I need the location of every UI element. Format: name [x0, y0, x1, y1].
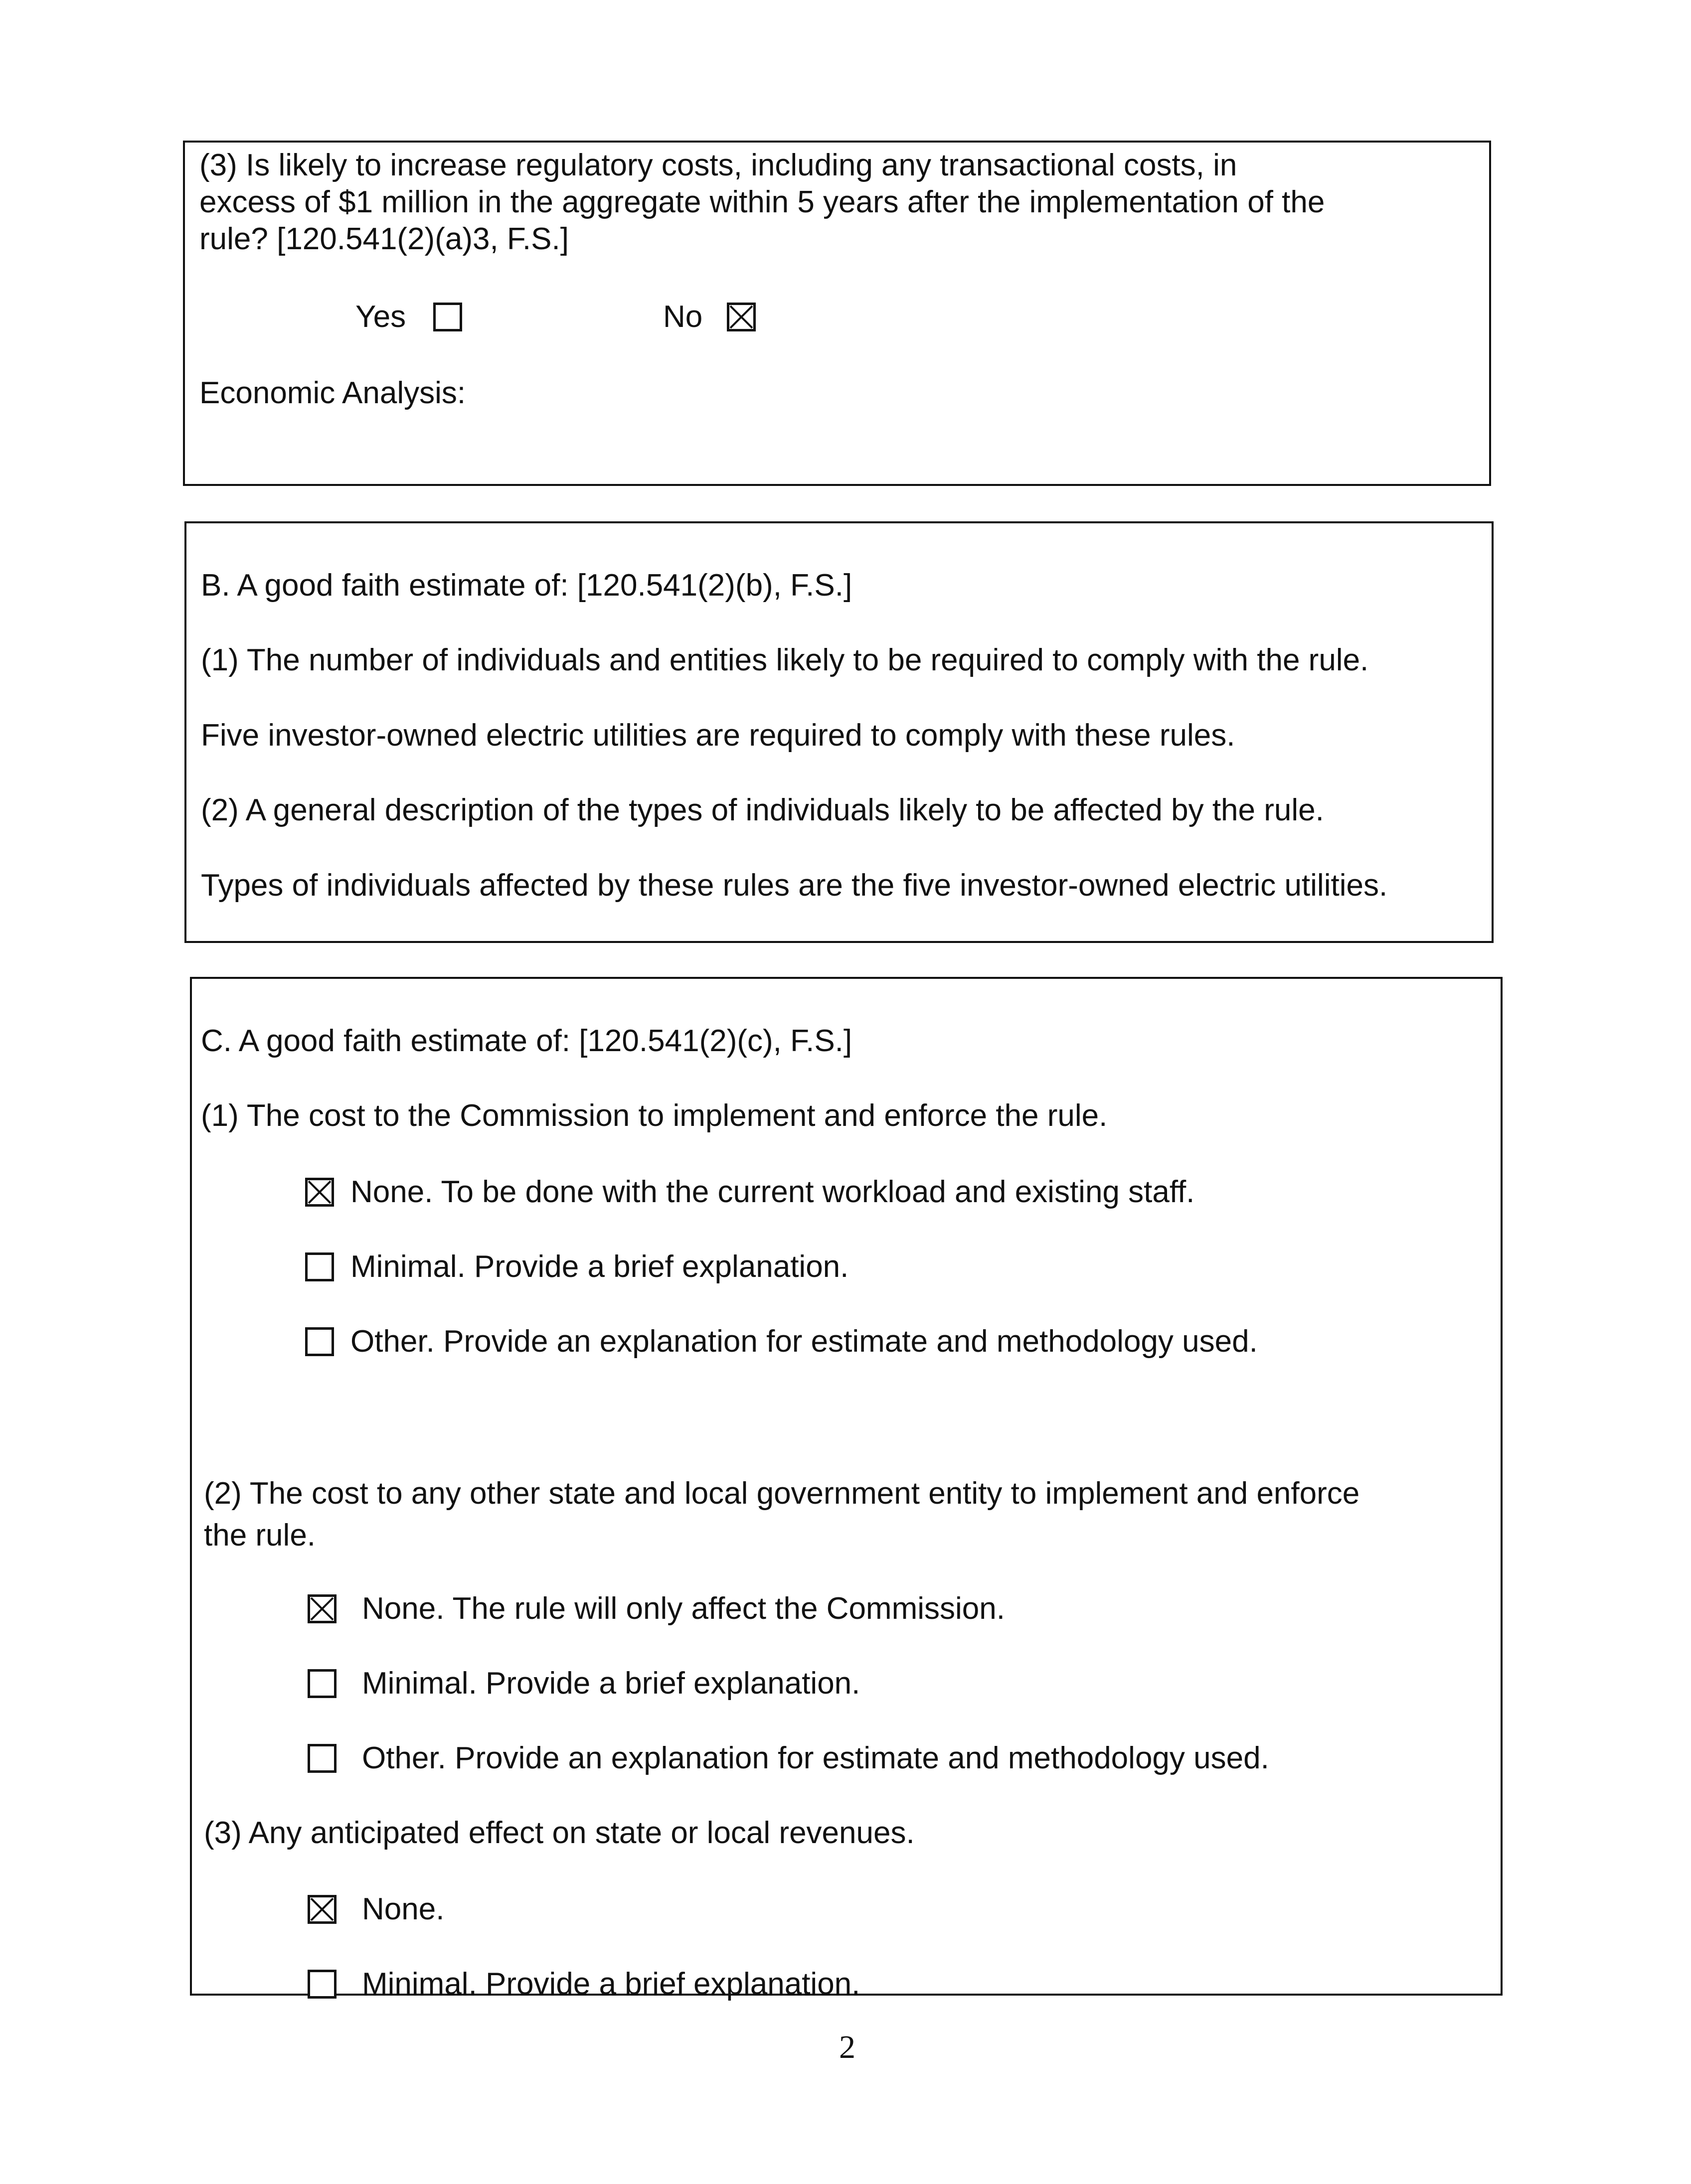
question-3-line-1: (3) Is likely to increase regulatory costs, including any transactional costs, in [199, 148, 1237, 182]
section-b-answer-1: Five investor-owned electric utilities are required to comply with these rules. [201, 718, 1235, 753]
no-checkbox[interactable] [727, 303, 756, 331]
c1-other-checkbox[interactable] [305, 1327, 334, 1356]
c1-minimal-checkbox[interactable] [305, 1252, 334, 1281]
c3-minimal-label: Minimal. Provide a brief explanation. [362, 1967, 860, 2001]
section-c-heading: C. A good faith estimate of: [120.541(2)(c), F.S.] [201, 1024, 852, 1058]
section-c-question-2-line-2: the rule. [204, 1518, 316, 1553]
c2-none-label: None. The rule will only affect the Commission. [362, 1591, 1005, 1626]
check-x-icon [308, 1180, 332, 1204]
c1-minimal-label: Minimal. Provide a brief explanation. [350, 1249, 849, 1284]
no-label: No [663, 300, 703, 334]
c2-minimal-label: Minimal. Provide a brief explanation. [362, 1666, 860, 1701]
c3-minimal-checkbox[interactable] [308, 1970, 337, 1999]
c1-other-label: Other. Provide an explanation for estimate and methodology used. [350, 1324, 1258, 1359]
c1-none-label: None. To be done with the current workload and existing staff. [350, 1175, 1195, 1209]
c1-none-checkbox[interactable] [305, 1178, 334, 1207]
question-3-line-2: excess of $1 million in the aggregate within 5 years after the implementation of the [199, 185, 1325, 219]
yes-label: Yes [355, 300, 406, 334]
section-c-question-1: (1) The cost to the Commission to implement and enforce the rule. [201, 1098, 1108, 1133]
c2-minimal-checkbox[interactable] [308, 1669, 337, 1698]
c2-other-checkbox[interactable] [308, 1744, 337, 1773]
c3-none-checkbox[interactable] [308, 1895, 337, 1924]
yes-checkbox[interactable] [433, 303, 462, 331]
section-b-question-2: (2) A general description of the types of individuals likely to be affected by the rule. [201, 793, 1324, 827]
section-c-question-3: (3) Any anticipated effect on state or local revenues. [204, 1816, 915, 1850]
economic-analysis-label: Economic Analysis: [199, 376, 466, 410]
section-b-answer-2: Types of individuals affected by these rules are the five investor-owned electric utilities. [201, 868, 1388, 903]
check-x-icon [729, 305, 753, 329]
section-b-question-1: (1) The number of individuals and entities likely to be required to comply with the rule. [201, 643, 1369, 677]
page-number: 2 [839, 2029, 855, 2065]
section-b-heading: B. A good faith estimate of: [120.541(2)(b), F.S.] [201, 568, 852, 603]
section-c-question-2-line-1: (2) The cost to any other state and local government entity to implement and enforce [204, 1476, 1360, 1511]
c2-none-checkbox[interactable] [308, 1594, 337, 1623]
check-x-icon [310, 1597, 334, 1621]
check-x-icon [310, 1897, 334, 1921]
c2-other-label: Other. Provide an explanation for estimate and methodology used. [362, 1741, 1269, 1775]
c3-none-label: None. [362, 1892, 445, 1926]
question-3-line-3: rule? [120.541(2)(a)3, F.S.] [199, 222, 569, 256]
